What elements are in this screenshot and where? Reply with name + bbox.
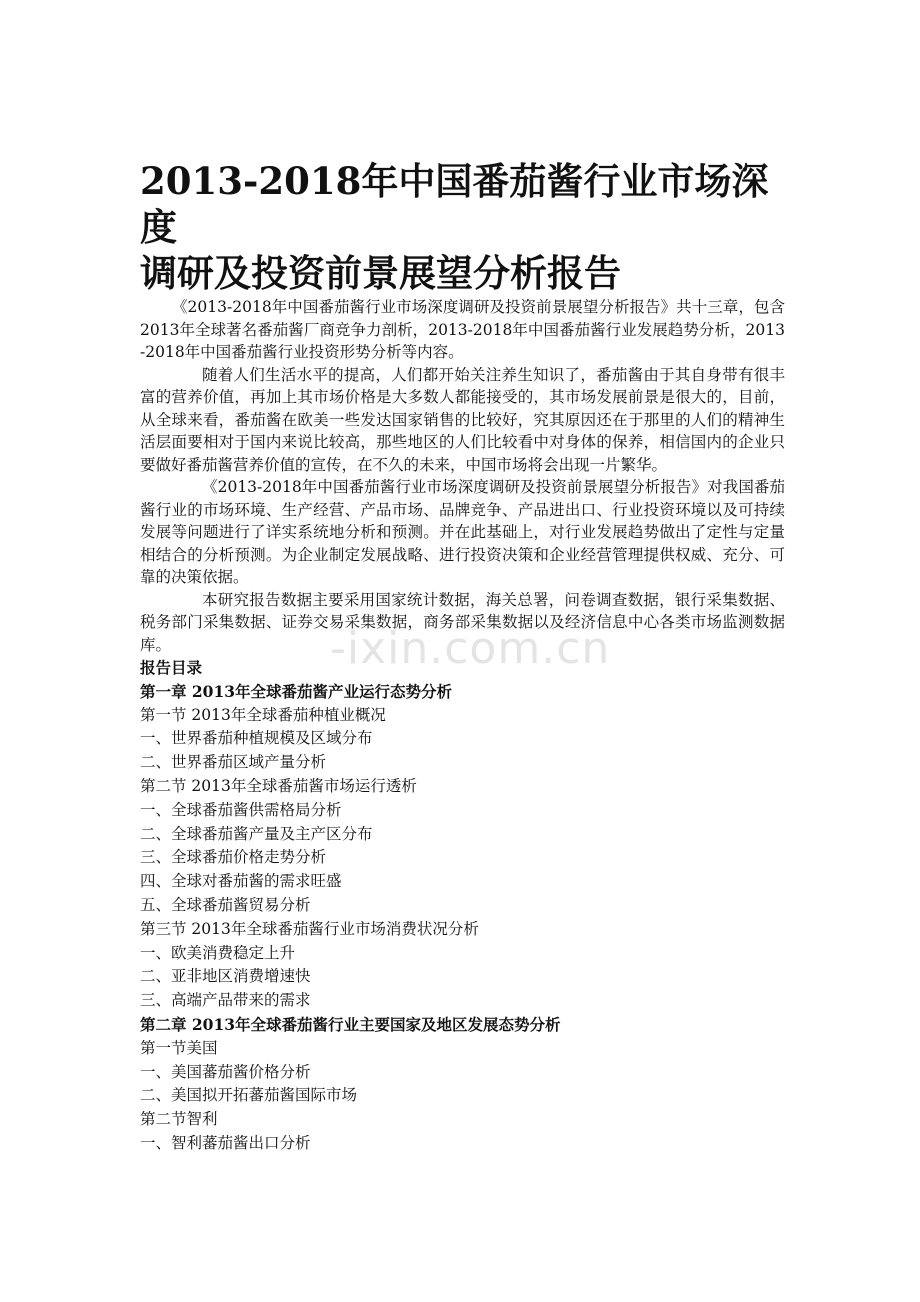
- toc-entry: 五、全球番茄酱贸易分析: [140, 895, 311, 914]
- watermark: -ixin.com.cn: [330, 623, 611, 674]
- toc-entry: 一、美国蕃茄酱价格分析: [140, 1062, 311, 1081]
- toc-entry: 第二节 2013年全球番茄酱市场运行透析: [140, 776, 417, 795]
- data-source-paragraph: 本研究报告数据主要采用国家统计数据，海关总署，问卷调查数据，银行采集数据、税务部门采集数据、证券交易采集数据，商务部采集数据以及经济信息中心各类市场监测数据库。: [140, 590, 785, 654]
- toc-entry: 四、全球对番茄酱的需求旺盛: [140, 872, 342, 891]
- toc-entry: 一、全球番茄酱供需格局分析: [140, 800, 342, 819]
- title-line-1: 2013-2018年中国番茄酱行业市场深度: [140, 159, 769, 249]
- scope-paragraph: 《2013-2018年中国番茄酱行业市场深度调研及投资前景展望分析报告》对我国番茄酱行业的市场环境、生产经营、产品市场、品牌竞争、产品进出口、行业投资环境以及可持续发展等问题进行了详实系统地分析和预测。并在此基础上，对行业发展趋势做出了定性与定量相结合的分析预测。为企业制定发展战略、进行投资决策和企业经营管理提供权威、充分、可靠的决策依据。: [140, 478, 785, 586]
- toc-entry: 二、全球番茄酱产量及主产区分布: [140, 824, 373, 843]
- background-paragraph: 随着人们生活水平的提高，人们都开始关注养生知识了，番茄酱由于其自身带有很丰富的营养价值，再加上其市场价格是大多数人都能接受的，其市场发展前景是很大的，目前，从全球来看，番茄酱在欧美一些发达国家销售的比较好，究其原因还在于那里的人们的精神生活层面要相对于国内来说比较高，那些地区的人们比较看中对身体的保养，相信国内的企业只要做好番茄酱营养价值的宣传，在不久的未来，中国市场将会出现一片繁华。: [140, 365, 785, 474]
- toc-entry: 三、高端产品带来的需求: [140, 991, 311, 1010]
- table-of-contents: [140, 680, 785, 1156]
- document-page: [140, 158, 785, 1156]
- toc-entry: 一、智利蕃茄酱出口分析: [140, 1133, 311, 1152]
- toc-entry: 第二节智利: [140, 1110, 218, 1129]
- toc-entry: 一、世界番茄种植规模及区域分布: [140, 729, 373, 748]
- toc-entry: 第三节 2013年全球番茄酱行业市场消费状况分析: [140, 919, 479, 938]
- toc-entry: 三、全球番茄价格走势分析: [140, 848, 327, 867]
- document-title: [140, 158, 785, 296]
- title-line-2: 调研及投资前景展望分析报告: [140, 251, 621, 295]
- toc-entry: 二、世界番茄区域产量分析: [140, 753, 327, 772]
- toc-entry: 二、美国拟开拓蕃茄酱国际市场: [140, 1086, 358, 1105]
- toc-entry: 一、欧美消费稳定上升: [140, 943, 296, 962]
- toc-entry: 第一节 2013年全球番茄种植业概况: [140, 705, 386, 724]
- toc-heading: 报告目录: [140, 658, 203, 677]
- toc-entry: 第一节美国: [140, 1038, 218, 1057]
- toc-entry: 二、亚非地区消费增速快: [140, 967, 311, 986]
- intro-paragraph: 《2013-2018年中国番茄酱行业市场深度调研及投资前景展望分析报告》共十三章，包含2013年全球著名番茄酱厂商竞争力剖析，2013-2018年中国番茄酱行业发展趋势分析，2013-2018年中国番茄酱行业投资形势分析等内容。: [140, 298, 785, 361]
- toc-chapter-entry: 第一章 2013年全球番茄酱产业运行态势分析: [140, 681, 453, 701]
- toc-chapter-entry: 第二章 2013年全球番茄酱行业主要国家及地区发展态势分析: [140, 1014, 561, 1034]
